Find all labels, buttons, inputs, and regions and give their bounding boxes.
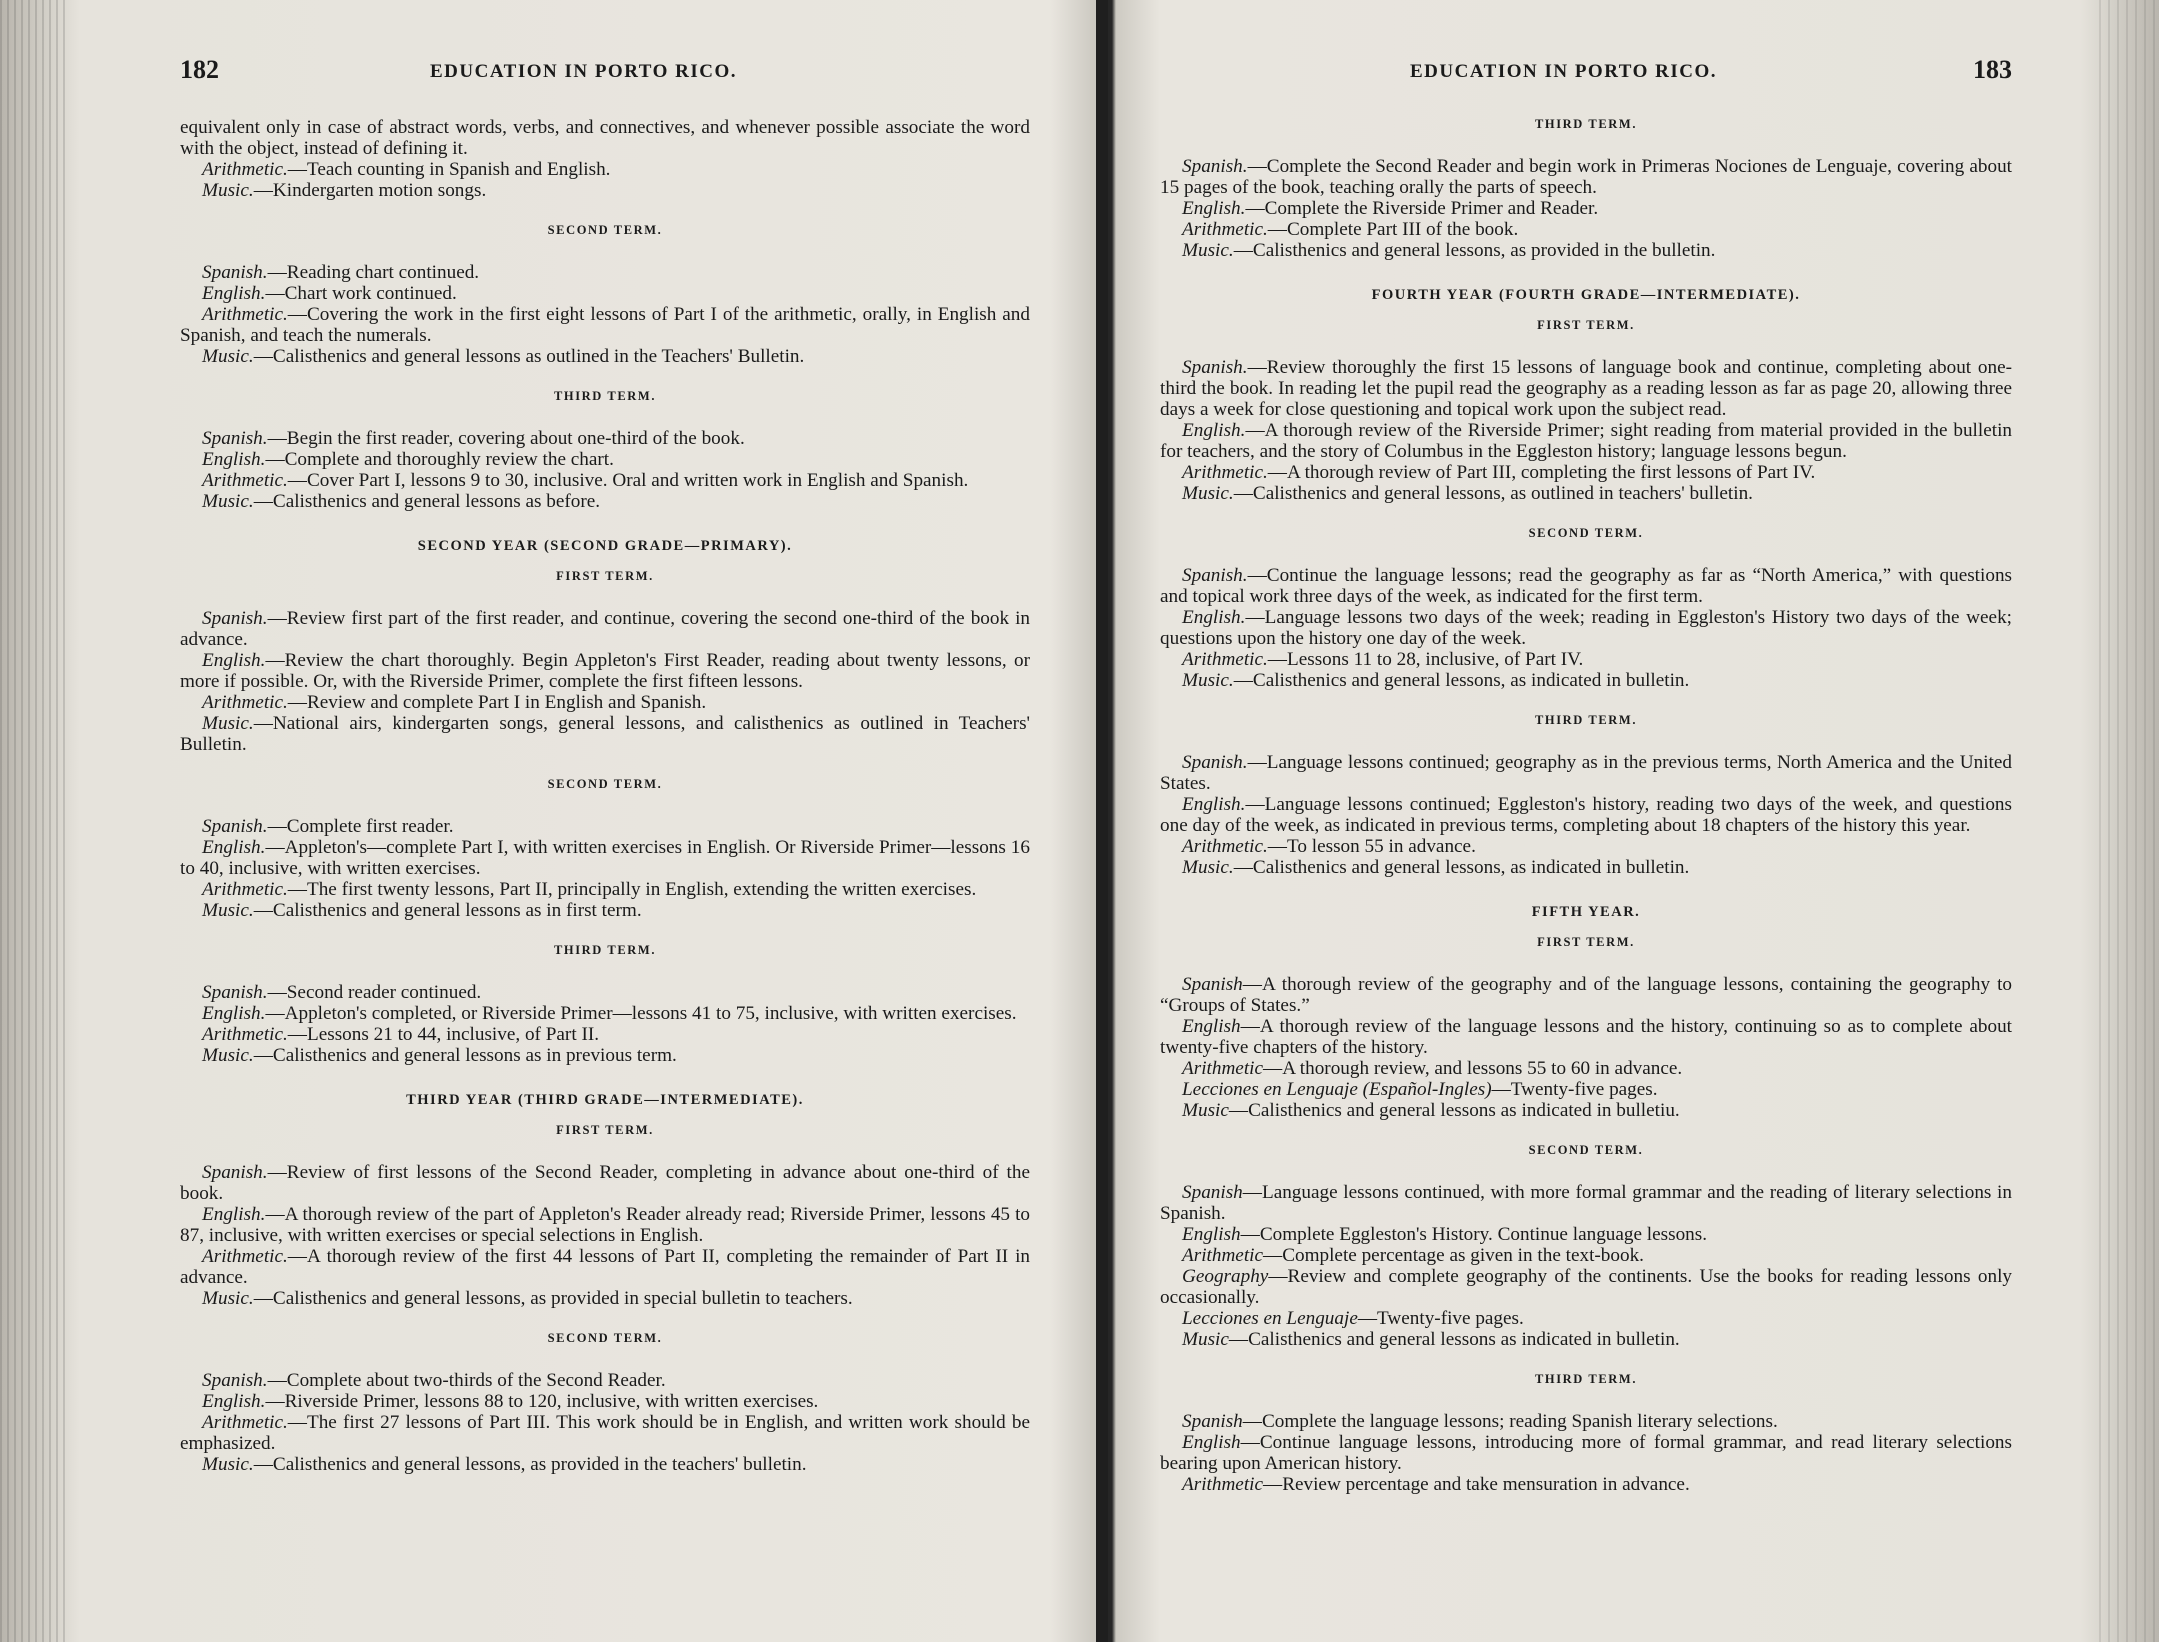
paragraph-text: —Review of first lessons of the Second Reader, completing in advance about one-third of the book. — [180, 1162, 1030, 1204]
year-heading: FOURTH YEAR (FOURTH GRADE—INTERMEDIATE). — [1371, 287, 1801, 303]
paragraph-text: —Complete the Second Reader and begin work in Primeras Nociones de Lenguaje, covering about 15 pages of the book, teaching orally the parts of speech. — [1160, 156, 2012, 198]
paragraph-text: —Begin the first reader, covering about one-third of the book. — [267, 428, 745, 449]
paragraph-text: —Calisthenics and general lessons, as indicated in bulletin. — [1233, 857, 1690, 878]
curriculum-paragraph — [180, 1412, 1030, 1454]
curriculum-paragraph — [1160, 1245, 2012, 1266]
subject-label: Lecciones en Lenguaje — [1182, 1308, 1358, 1329]
curriculum-paragraph — [1160, 1411, 2012, 1432]
curriculum-paragraph — [180, 1454, 1030, 1475]
subject-label: English. — [202, 449, 266, 470]
year-heading: THIRD YEAR (THIRD GRADE—INTERMEDIATE). — [406, 1092, 804, 1108]
subject-label: English. — [1182, 607, 1246, 628]
term-heading: FIRST TERM. — [1537, 935, 1635, 949]
curriculum-paragraph — [180, 283, 1030, 304]
paragraph-text: —Language lessons continued; geography as in the previous terms, North America and the United States. — [1160, 752, 2012, 794]
subject-label: Arithmetic — [1182, 1474, 1263, 1495]
paragraph-text: —Teach counting in Spanish and English. — [287, 159, 611, 180]
curriculum-paragraph — [180, 117, 1030, 159]
curriculum-paragraph — [180, 428, 1030, 449]
curriculum-paragraph — [180, 449, 1030, 470]
paragraph-text: —Language lessons continued, with more formal grammar and the reading of literary selections in Spanish. — [1160, 1182, 2012, 1224]
year-heading: FIFTH YEAR. — [1531, 904, 1641, 920]
subject-label: Spanish. — [202, 608, 268, 629]
paragraph-text: —Riverside Primer, lessons 88 to 120, inclusive, with written exercises. — [265, 1391, 819, 1412]
running-head-title: EDUCATION IN PORTO RICO. — [430, 61, 737, 82]
curriculum-paragraph — [1160, 649, 2012, 670]
curriculum-paragraph — [1160, 1100, 2012, 1121]
subject-label: Spanish. — [202, 1162, 268, 1183]
term-heading: SECOND TERM. — [547, 223, 663, 237]
paragraph-text: —Language lessons two days of the week; reading in Eggleston's History two days of the week; questions upon the history one day of the week. — [1160, 607, 2012, 649]
paragraph-text: —Calisthenics and general lessons as indicated in bulletin. — [1228, 1329, 1680, 1350]
term-heading: SECOND TERM. — [547, 1331, 663, 1345]
curriculum-paragraph — [1160, 974, 2012, 1016]
subject-label: English. — [202, 650, 266, 671]
running-head-title: EDUCATION IN PORTO RICO. — [1410, 61, 1717, 82]
paragraph-text: —Complete the language lessons; reading Spanish literary selections. — [1242, 1411, 1778, 1432]
paragraph-text: —A thorough review of the first 44 lessons of Part II, completing the remainder of Part II in advance. — [180, 1246, 1030, 1288]
subject-label: English — [1182, 1224, 1241, 1245]
curriculum-paragraph — [180, 159, 1030, 180]
paragraph-text: —The first twenty lessons, Part II, principally in English, extending the written exercises. — [287, 879, 977, 900]
term-heading: THIRD TERM. — [553, 389, 657, 403]
subject-label: Arithmetic. — [1182, 836, 1268, 857]
curriculum-paragraph — [1160, 794, 2012, 836]
paragraph-text: —Review percentage and take mensuration in advance. — [1263, 1474, 1690, 1495]
curriculum-paragraph — [1160, 483, 2012, 504]
curriculum-paragraph — [180, 713, 1030, 755]
term-heading: FIRST TERM. — [556, 569, 654, 583]
paragraph-text: —Calisthenics and general lessons as in previous term. — [253, 1045, 677, 1066]
paragraph-text: —Calisthenics and general lessons as before. — [253, 491, 601, 512]
curriculum-paragraph — [180, 1246, 1030, 1288]
subject-label: Arithmetic. — [202, 879, 288, 900]
curriculum-paragraph — [1160, 462, 2012, 483]
subject-label: English. — [1182, 794, 1246, 815]
curriculum-paragraph — [180, 1003, 1030, 1024]
paragraph-text: —Complete Part III of the book. — [1267, 219, 1519, 240]
subject-label: English — [1182, 1016, 1241, 1037]
curriculum-paragraph — [180, 180, 1030, 201]
curriculum-paragraph — [180, 1204, 1030, 1246]
curriculum-paragraph — [1160, 1016, 2012, 1058]
year-heading: SECOND YEAR (SECOND GRADE—PRIMARY). — [417, 538, 793, 554]
curriculum-paragraph — [180, 608, 1030, 650]
paragraph-text: —Review the chart thoroughly. Begin Appleton's First Reader, reading about twenty lessons, or more if possible. Or, with the Riverside Primer, complete the first fifteen lessons. — [180, 650, 1030, 692]
subject-label: Music. — [1182, 670, 1234, 691]
curriculum-paragraph — [1160, 357, 2012, 420]
term-heading: FIRST TERM. — [1537, 318, 1635, 332]
paragraph-text: —Second reader continued. — [267, 982, 482, 1003]
curriculum-paragraph — [180, 1391, 1030, 1412]
paragraph-text: —A thorough review of the part of Appleton's Reader already read; Riverside Primer, lessons 45 to 87, inclusive, with written exercises or special selections in English. — [180, 1204, 1030, 1246]
subject-label: Music. — [1182, 857, 1234, 878]
curriculum-paragraph — [180, 692, 1030, 713]
curriculum-paragraph — [1160, 156, 2012, 198]
subject-label: English. — [1182, 420, 1246, 441]
paragraph-text: —National airs, kindergarten songs, general lessons, and calisthenics as outlined in Teachers' Bulletin. — [180, 713, 1030, 755]
curriculum-paragraph — [1160, 1182, 2012, 1224]
paragraph-text: —Complete about two-thirds of the Second Reader. — [267, 1370, 666, 1391]
subject-label: Arithmetic. — [1182, 219, 1268, 240]
term-heading: THIRD TERM. — [1534, 713, 1638, 727]
term-heading: SECOND TERM. — [547, 777, 663, 791]
paragraph-text: —Review and complete Part I in English and Spanish. — [287, 692, 707, 713]
paragraph-text: —Calisthenics and general lessons as in first term. — [253, 900, 642, 921]
curriculum-paragraph — [1160, 1432, 2012, 1474]
curriculum-paragraph — [1160, 1266, 2012, 1308]
paragraph-text: —Review and complete geography of the continents. Use the books for reading lessons only occasionally. — [1160, 1266, 2012, 1308]
subject-label: English — [1182, 1432, 1241, 1453]
curriculum-paragraph — [1160, 219, 2012, 240]
subject-label: Geography — [1182, 1266, 1269, 1287]
paragraph-text: —Twenty-five pages. — [1357, 1308, 1524, 1329]
subject-label: Spanish — [1182, 1182, 1243, 1203]
curriculum-paragraph — [180, 262, 1030, 283]
paragraph-text: —Calisthenics and general lessons, as provided in the teachers' bulletin. — [253, 1454, 807, 1475]
paragraph-text: —Continue language lessons, introducing more of formal grammar, and read literary selections bearing upon American history. — [1160, 1432, 2012, 1474]
subject-label: English. — [202, 283, 266, 304]
term-heading: FIRST TERM. — [556, 1123, 654, 1137]
paragraph-text: —Language lessons continued; Eggleston's history, reading two days of the week, and questions one day of the week, as indicated in previous terms, completing about 18 chapters of the history this year. — [1160, 794, 2012, 836]
paragraph-text: —Kindergarten motion songs. — [253, 180, 487, 201]
subject-label: Spanish. — [1182, 565, 1248, 586]
curriculum-paragraph — [1160, 1058, 2012, 1079]
subject-label: Spanish. — [202, 428, 268, 449]
paragraph-text: —Chart work continued. — [265, 283, 457, 304]
curriculum-paragraph — [180, 816, 1030, 837]
book-binding — [1096, 0, 1108, 1642]
paragraph-text: —Review first part of the first reader, and continue, covering the second one-third of the book in advance. — [180, 608, 1030, 650]
curriculum-paragraph — [180, 650, 1030, 692]
subject-label: Arithmetic. — [202, 1246, 288, 1267]
subject-label: Arithmetic — [1182, 1245, 1263, 1266]
paragraph-text: —Twenty-five pages. — [1491, 1079, 1658, 1100]
curriculum-paragraph — [180, 837, 1030, 879]
subject-label: Spanish. — [202, 262, 268, 283]
subject-label: Music. — [202, 346, 254, 367]
curriculum-paragraph — [1160, 836, 2012, 857]
subject-label: English. — [202, 1003, 266, 1024]
curriculum-paragraph — [1160, 670, 2012, 691]
paragraph-text: —Lessons 11 to 28, inclusive, of Part IV. — [1267, 649, 1584, 670]
paragraph-text: —Calisthenics and general lessons, as provided in special bulletin to teachers. — [253, 1288, 853, 1309]
term-heading: SECOND TERM. — [1528, 1143, 1644, 1157]
paragraph-text: —Cover Part I, lessons 9 to 30, inclusive. Oral and written work in English and Spanish. — [287, 470, 969, 491]
paragraph-text: —Reading chart continued. — [267, 262, 480, 283]
curriculum-paragraph — [1160, 1079, 2012, 1100]
paragraph-text: —A thorough review of the geography and of the language lessons, containing the geography to “Groups of States.” — [1160, 974, 2012, 1016]
subject-label: Arithmetic. — [202, 304, 288, 325]
subject-label: Lecciones en Lenguaje (Español-Ingles) — [1182, 1079, 1492, 1100]
paragraph-text: —Continue the language lessons; read the geography as far as “North America,” with questions and topical work three days of the week, as indicated for the first term. — [1160, 565, 2012, 607]
curriculum-paragraph — [1160, 420, 2012, 462]
curriculum-paragraph — [180, 1370, 1030, 1391]
curriculum-paragraph — [180, 346, 1030, 367]
subject-label: Spanish. — [202, 1370, 268, 1391]
right-page — [1160, 55, 2012, 1495]
curriculum-paragraph — [180, 879, 1030, 900]
page-number: 183 — [1973, 55, 2012, 84]
subject-label: Music. — [202, 491, 254, 512]
paragraph-text: —Review thoroughly the first 15 lessons of language book and continue, completing about one-third the book. In reading let the pupil read the geography as a reading lesson as far as page 20, allowing three days a week for close questioning and topical work upon the subject read. — [1160, 357, 2012, 420]
subject-label: Arithmetic. — [1182, 462, 1268, 483]
curriculum-paragraph — [180, 304, 1030, 346]
curriculum-paragraph — [1160, 857, 2012, 878]
curriculum-paragraph — [180, 1045, 1030, 1066]
subject-label: Spanish. — [1182, 357, 1248, 378]
subject-label: Music — [1182, 1329, 1229, 1350]
subject-label: English. — [202, 1204, 266, 1225]
subject-label: Spanish. — [1182, 752, 1248, 773]
left-page-body — [180, 117, 1030, 1475]
subject-label: Arithmetic. — [202, 692, 288, 713]
subject-label: Arithmetic. — [202, 159, 288, 180]
paragraph-text: —Appleton's—complete Part I, with written exercises in English. Or Riverside Primer—lessons 16 to 40, inclusive, with written exercises. — [180, 837, 1030, 879]
subject-label: Music. — [202, 1454, 254, 1475]
subject-label: Arithmetic. — [202, 1412, 288, 1433]
subject-label: Music. — [202, 180, 254, 201]
paragraph-text: —Calisthenics and general lessons, as provided in the bulletin. — [1233, 240, 1716, 261]
term-heading: THIRD TERM. — [1534, 117, 1638, 131]
curriculum-paragraph — [1160, 607, 2012, 649]
curriculum-paragraph — [1160, 1224, 2012, 1245]
subject-label: Spanish — [1182, 1411, 1243, 1432]
subject-label: Music. — [202, 1288, 254, 1309]
subject-label: English. — [202, 1391, 266, 1412]
paragraph-text: —Covering the work in the first eight lessons of Part I of the arithmetic, orally, in English and Spanish, and teach the numerals. — [180, 304, 1030, 346]
left-running-head — [180, 55, 1030, 95]
paragraph-text: equivalent only in case of abstract words, verbs, and connectives, and whenever possible associate the word with the object, instead of defining it. — [180, 117, 1030, 159]
curriculum-paragraph — [180, 491, 1030, 512]
right-page-body — [1160, 117, 2012, 1495]
subject-label: Music. — [202, 900, 254, 921]
paragraph-text: —A thorough review, and lessons 55 to 60 in advance. — [1263, 1058, 1683, 1079]
paragraph-text: —Appleton's completed, or Riverside Primer—lessons 41 to 75, inclusive, with written exercises. — [265, 1003, 1017, 1024]
subject-label: Music. — [1182, 483, 1234, 504]
subject-label: Arithmetic — [1182, 1058, 1263, 1079]
subject-label: Music. — [202, 713, 254, 734]
subject-label: Spanish — [1182, 974, 1243, 995]
paragraph-text: —Complete first reader. — [267, 816, 454, 837]
curriculum-paragraph — [1160, 1329, 2012, 1350]
subject-label: Spanish. — [1182, 156, 1248, 177]
right-page-edge — [2099, 0, 2159, 1642]
curriculum-paragraph — [1160, 240, 2012, 261]
paragraph-text: —Calisthenics and general lessons, as outlined in teachers' bulletin. — [1233, 483, 1753, 504]
curriculum-paragraph — [1160, 198, 2012, 219]
page-number: 182 — [180, 55, 219, 84]
subject-label: Music — [1182, 1100, 1229, 1121]
curriculum-paragraph — [1160, 565, 2012, 607]
term-heading: SECOND TERM. — [1528, 526, 1644, 540]
paragraph-text: —Complete and thoroughly review the chart. — [265, 449, 614, 470]
subject-label: English. — [202, 837, 266, 858]
term-heading: THIRD TERM. — [553, 943, 657, 957]
curriculum-paragraph — [180, 1024, 1030, 1045]
curriculum-paragraph — [180, 900, 1030, 921]
left-page — [180, 55, 1030, 1475]
paragraph-text: —Calisthenics and general lessons as outlined in the Teachers' Bulletin. — [253, 346, 805, 367]
right-running-head — [1160, 55, 2012, 95]
paragraph-text: —Calisthenics and general lessons as indicated in bulletiu. — [1228, 1100, 1680, 1121]
subject-label: Arithmetic. — [202, 470, 288, 491]
paragraph-text: —To lesson 55 in advance. — [1267, 836, 1476, 857]
subject-label: Arithmetic. — [1182, 649, 1268, 670]
subject-label: English. — [1182, 198, 1246, 219]
paragraph-text: —Calisthenics and general lessons, as indicated in bulletin. — [1233, 670, 1690, 691]
paragraph-text: —A thorough review of Part III, completing the first lessons of Part IV. — [1267, 462, 1816, 483]
paragraph-text: —Complete percentage as given in the text-book. — [1263, 1245, 1644, 1266]
curriculum-paragraph — [1160, 1308, 2012, 1329]
paragraph-text: —The first 27 lessons of Part III. This work should be in English, and written work should be emphasized. — [180, 1412, 1030, 1454]
curriculum-paragraph — [180, 982, 1030, 1003]
term-heading: THIRD TERM. — [1534, 1372, 1638, 1386]
curriculum-paragraph — [180, 470, 1030, 491]
paragraph-text: —Lessons 21 to 44, inclusive, of Part II. — [287, 1024, 600, 1045]
subject-label: Music. — [1182, 240, 1234, 261]
paragraph-text: —A thorough review of the Riverside Primer; sight reading from material provided in the bulletin for teachers, and the story of Columbus in the Eggleston history; language lessons begun. — [1160, 420, 2012, 462]
subject-label: Music. — [202, 1045, 254, 1066]
left-page-edge — [0, 0, 70, 1642]
subject-label: Spanish. — [202, 816, 268, 837]
curriculum-paragraph — [1160, 1474, 2012, 1495]
subject-label: Spanish. — [202, 982, 268, 1003]
curriculum-paragraph — [1160, 752, 2012, 794]
curriculum-paragraph — [180, 1288, 1030, 1309]
paragraph-text: —Complete Eggleston's History. Continue language lessons. — [1240, 1224, 1708, 1245]
curriculum-paragraph — [180, 1162, 1030, 1204]
paragraph-text: —A thorough review of the language lessons and the history, continuing so as to complete about twenty-five chapters of the history. — [1160, 1016, 2012, 1058]
subject-label: Arithmetic. — [202, 1024, 288, 1045]
paragraph-text: —Complete the Riverside Primer and Reader. — [1245, 198, 1599, 219]
